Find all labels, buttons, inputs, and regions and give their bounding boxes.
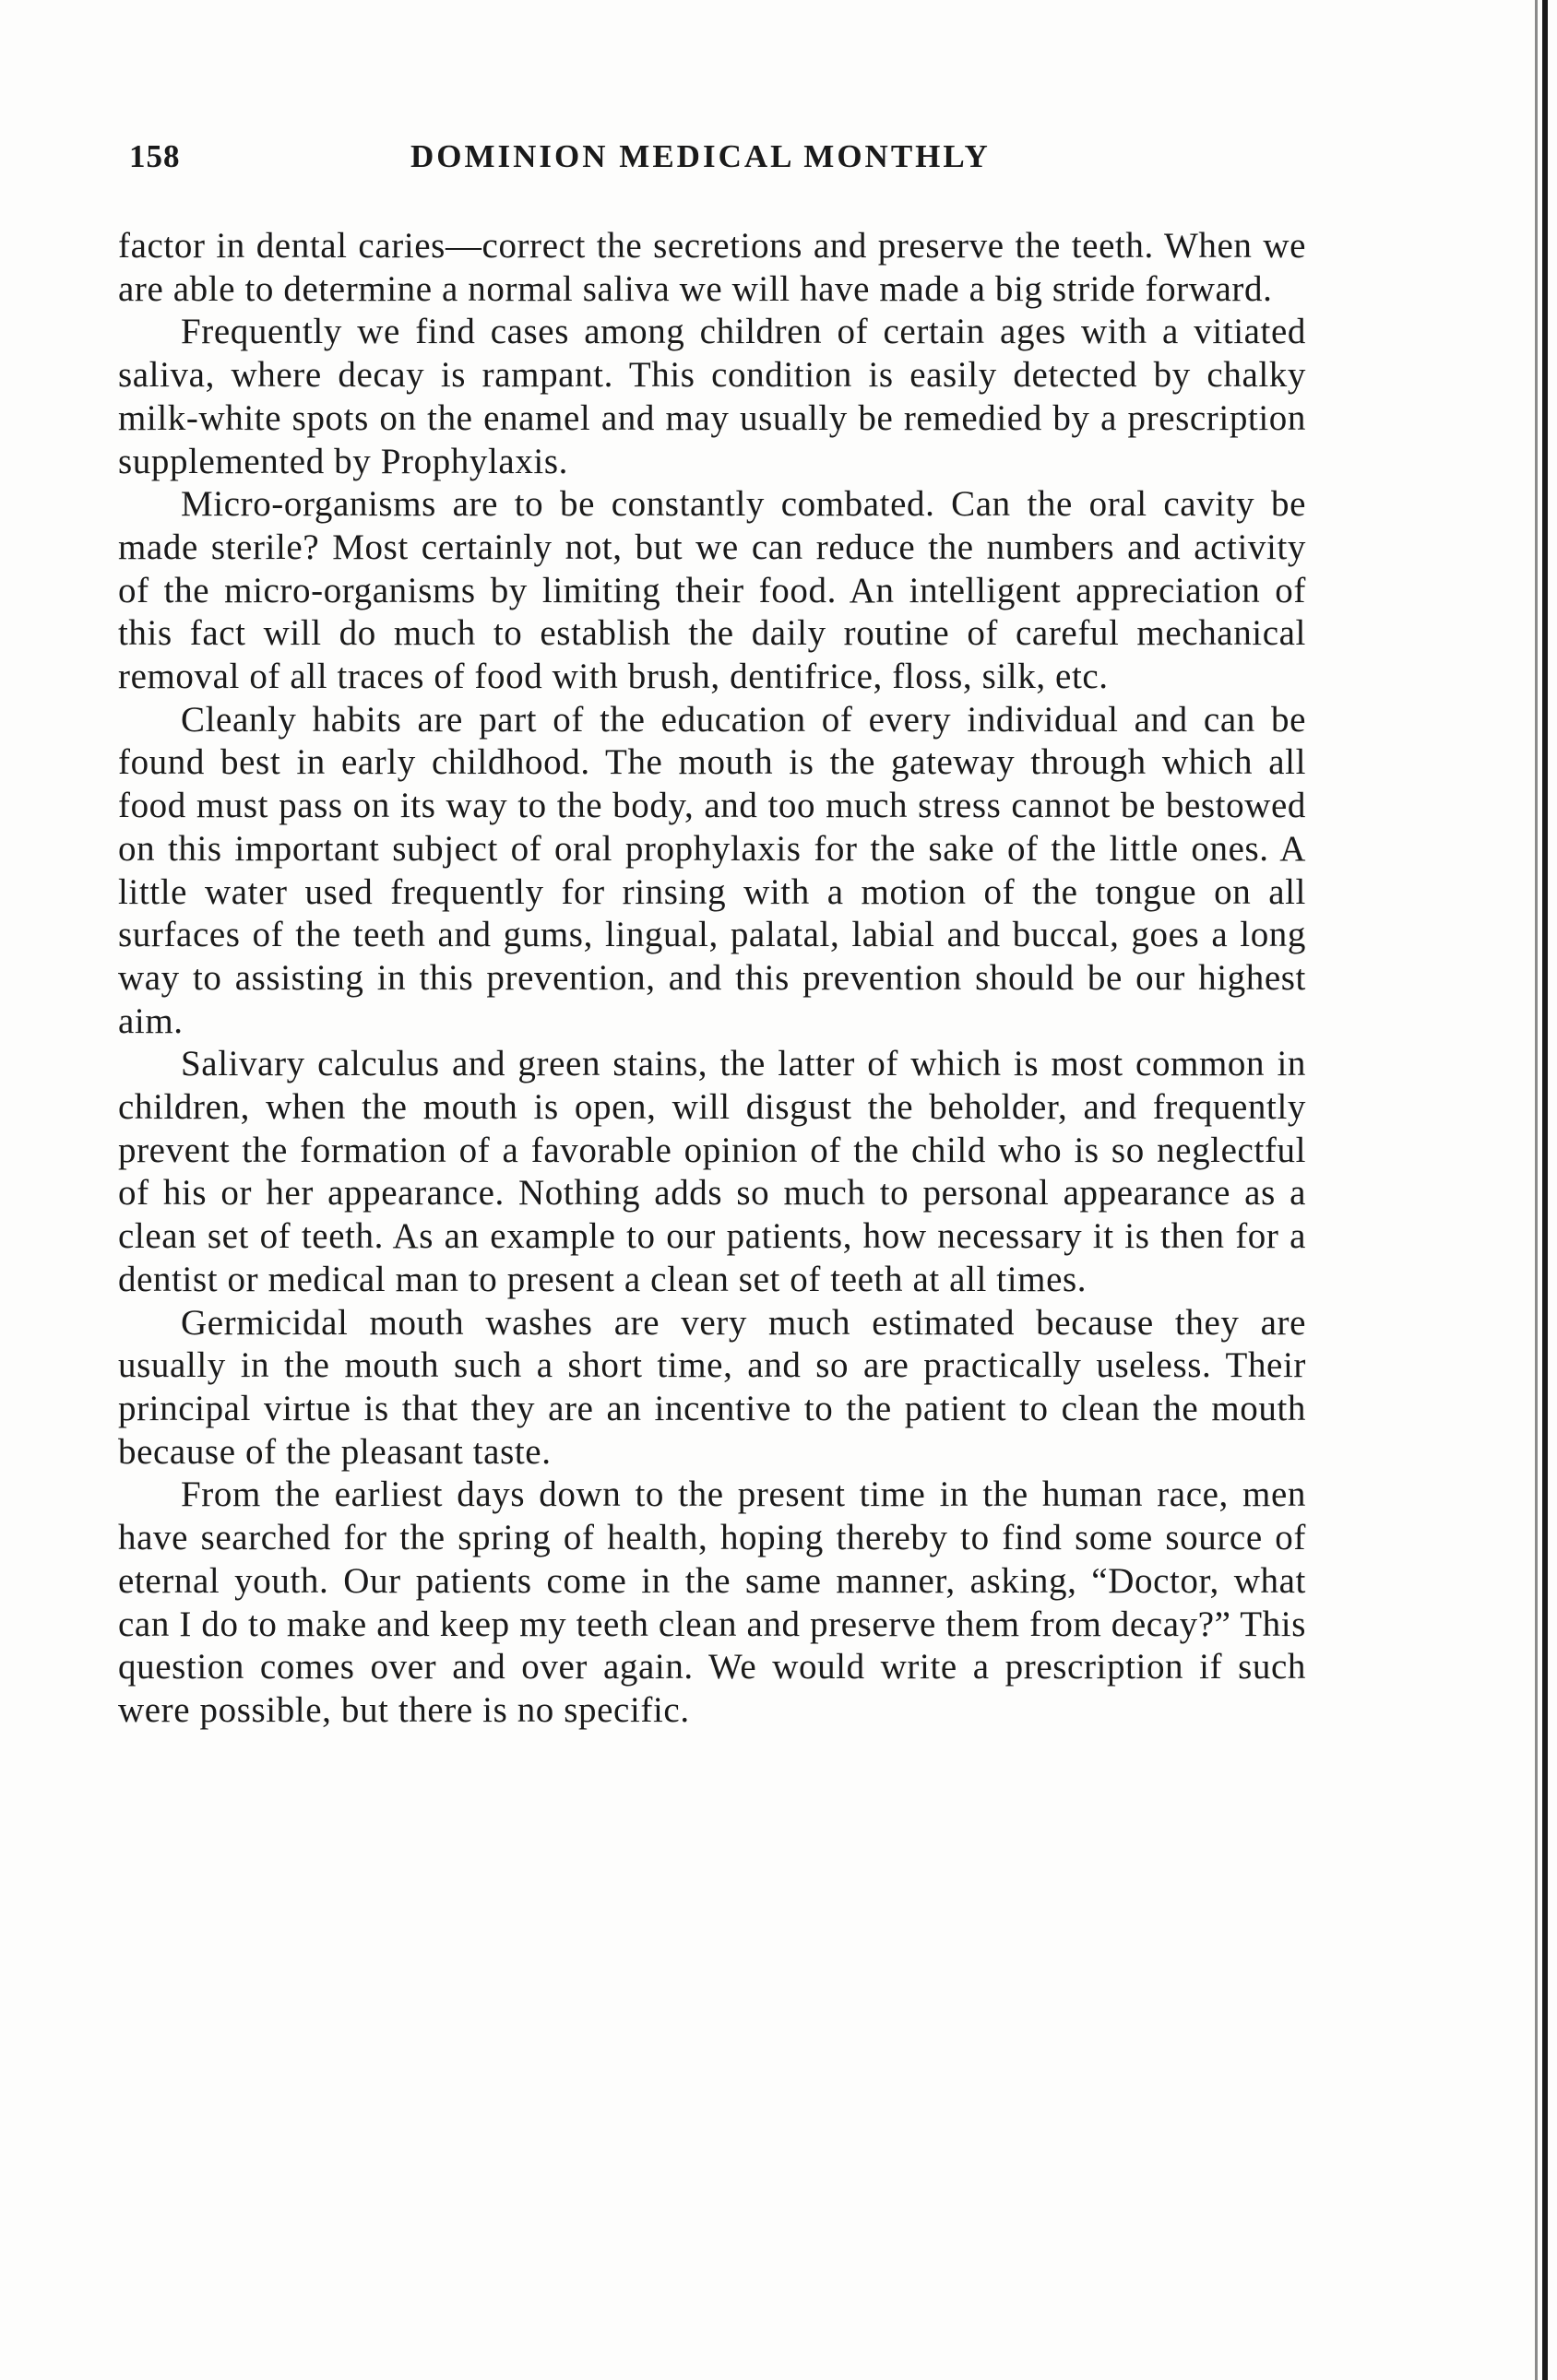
article-body: [118, 225, 1306, 1733]
paragraph: Salivary calculus and green stains, the latter of which is most common in children, when the mouth is open, will disgust the beholder, and frequently prevent the formation of a favorable opinion of the child who is so neglectful of his or her appearance. Nothing adds so much to personal appearance as a clean set of teeth. As an example to our patients, how necessary it is then for a dentist or medical man to present a clean set of teeth at all times.: [118, 1044, 1306, 1299]
paragraph: From the earliest days down to the present time in the human race, men have searched for the spring of health, hoping thereby to find some source of eternal youth. Our patients come in the same manner, asking, “Doctor, what can I do to make and keep my teeth clean and preserve them from decay?” This question comes over and over again. We would write a prescription if such were possible, but there is no specific.: [118, 1474, 1306, 1730]
paragraph: factor in dental caries—correct the secretions and preserve the teeth. When we are able to determine a normal saliva we will have made a big stride forward.: [118, 226, 1306, 309]
paragraph: Germicidal mouth washes are very much estimated because they are usually in the mouth such a short time, and so are practically useless. Their principal virtue is that they are an incentive to the patient to clean the mouth because of the pleasant taste.: [118, 1302, 1306, 1472]
scan-edge-border: [1542, 0, 1548, 2380]
paragraph: Cleanly habits are part of the education of every individual and can be found best in early childhood. The mouth is the gateway through which all food must pass on its way to the body, and too much stress cannot be bestowed on this important subject of oral prophylaxis for the sake of the little ones. A little water used frequently for rinsing with a motion of the tongue on all surfaces of the teeth and gums, lingual, palatal, labial and buccal, goes a long way to assisting in this prevention, and this prevention should be our highest aim.: [118, 699, 1306, 1041]
scan-edge-shadow: [1535, 0, 1538, 2380]
paragraph: Micro-organisms are to be constantly combated. Can the oral cavity be made sterile? Most certainly not, but we can reduce the numbers and activity of the micro-organisms by limiting their food. An intelligent appreciation of this fact will do much to establish the daily routine of careful mechanical removal of all traces of food with brush, dentifrice, floss, silk, etc.: [118, 484, 1306, 697]
paragraph: Frequently we find cases among children of certain ages with a vitiated saliva, where decay is rampant. This condition is easily detected by chalky milk-white spots on the enamel and may usually be remedied by a prescription supplemented by Prophylaxis.: [118, 312, 1306, 481]
page-number: 158: [129, 138, 181, 174]
running-title: DOMINION MEDICAL MONTHLY: [410, 138, 991, 174]
page-header: [129, 138, 1070, 194]
